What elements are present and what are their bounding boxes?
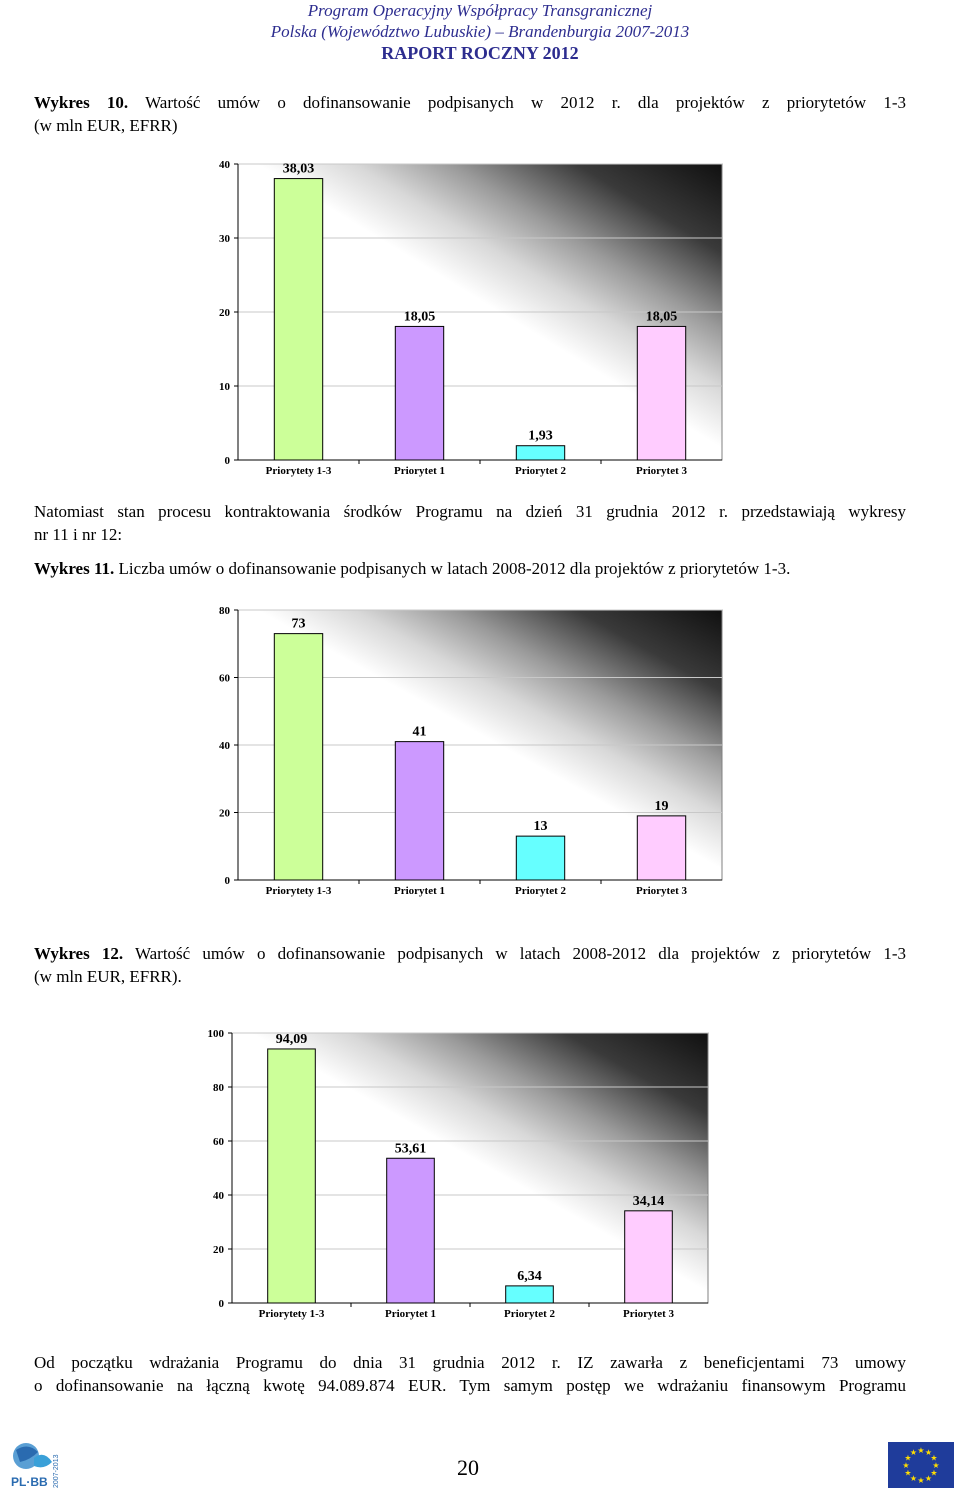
chart10-caption-line1: [34, 91, 906, 114]
chart-contract-value-2012: [206, 158, 736, 483]
bar: [387, 1158, 435, 1303]
x-tick-label: Priorytet 2: [515, 465, 566, 477]
logo-years: 2007-2013: [53, 1454, 60, 1488]
chart10-caption-line2: (w mln EUR, EFRR): [34, 116, 178, 135]
bar: [274, 634, 322, 880]
y-tick-label: 40: [219, 159, 230, 171]
y-tick-label: 40: [219, 740, 230, 752]
bar: [506, 1286, 554, 1303]
x-tick-label: Priorytet 1: [394, 885, 445, 897]
bar: [516, 446, 564, 460]
x-tick-label: Priorytet 1: [394, 465, 445, 477]
y-tick-label: 0: [224, 455, 230, 467]
x-tick-label: Priorytet 3: [636, 885, 687, 897]
x-tick-label: Priorytet 3: [623, 1308, 674, 1320]
chart12-label: Wykres 12.: [34, 944, 124, 963]
intro-line2: nr 11 i nr 12:: [34, 525, 123, 544]
bar: [516, 836, 564, 880]
chart12-caption-line2: (w mln EUR, EFRR).: [34, 967, 182, 986]
x-tick-label: Priorytety 1-3: [258, 1308, 325, 1320]
intro-paragraph: [34, 500, 906, 546]
eu-flag-icon: [888, 1442, 954, 1488]
data-label: 38,03: [282, 161, 315, 177]
chart10-caption-text: Wartość umów o dofinansowanie podpisanych w 2012 r. dla projektów z priorytetów 1-3: [145, 93, 906, 112]
y-tick-label: 40: [213, 1190, 224, 1202]
data-label: 13: [533, 819, 548, 835]
chart11-label: Wykres 11.: [34, 559, 115, 578]
data-label: 34,14: [632, 1193, 665, 1209]
eu-star-icon: ★: [917, 1446, 925, 1455]
program-logo: [8, 1440, 60, 1492]
eu-star-icon: ★: [909, 1473, 918, 1483]
y-tick-label: 0: [224, 875, 230, 887]
intro-line1: Natomiast stan procesu kontraktowania środków Programu na dzień 31 grudnia 2012 r. przedstawiają wykresy: [34, 502, 906, 521]
closing-paragraph: [34, 1351, 906, 1397]
y-tick-label: 30: [219, 233, 230, 245]
y-tick-label: 80: [213, 1082, 224, 1094]
chart11-caption-text: Liczba umów o dofinansowanie podpisanych w latach 2008-2012 dla projektów z priorytetów 1-3.: [118, 559, 791, 578]
data-label: 41: [412, 724, 427, 740]
chart10-label: Wykres 10.: [34, 93, 129, 112]
bar: [395, 326, 443, 460]
data-label: 73: [291, 616, 306, 632]
data-label: 19: [654, 798, 669, 814]
header-program-subtitle: Polska (Województwo Lubuskie) – Brandenburgia 2007-2013: [270, 22, 690, 41]
y-tick-label: 60: [219, 672, 230, 685]
eu-star-icon: ★: [902, 1461, 910, 1470]
x-tick-label: Priorytet 2: [504, 1308, 555, 1320]
header-program-title: Program Operacyjny Współpracy Transgranicznej: [307, 1, 653, 20]
chart10-caption: [34, 91, 906, 137]
eu-star-icon: ★: [909, 1448, 918, 1458]
bar: [268, 1049, 316, 1303]
y-tick-label: 10: [219, 381, 230, 393]
y-tick-label: 0: [218, 1298, 224, 1310]
closing-line1: Od początku wdrażania Programu do dnia 31 grudnia 2012 r. IZ zawarła z beneficjentami 73 umowy: [34, 1353, 906, 1372]
data-label: 1,93: [528, 428, 553, 444]
chart-contract-count: [206, 598, 736, 904]
eu-star-icon: ★: [904, 1468, 912, 1478]
y-tick-label: 20: [213, 1244, 224, 1256]
eu-star-icon: ★: [930, 1453, 938, 1463]
y-tick-label: 80: [219, 605, 230, 617]
x-tick-label: Priorytet 2: [515, 885, 566, 897]
data-label: 18,05: [645, 309, 678, 325]
x-tick-label: Priorytety 1-3: [265, 465, 332, 477]
eu-star-icon: ★: [924, 1473, 933, 1483]
data-label: 53,61: [394, 1141, 427, 1157]
y-tick-label: 20: [219, 807, 230, 820]
eu-star-icon: ★: [924, 1448, 933, 1458]
chart12-caption: [34, 942, 906, 988]
x-tick-label: Priorytety 1-3: [265, 885, 332, 897]
eu-star-icon: ★: [930, 1468, 938, 1478]
eu-star-icon: ★: [932, 1461, 940, 1470]
y-tick-label: 20: [219, 307, 230, 319]
eu-star-icon: ★: [904, 1453, 912, 1463]
chart12-caption-text: Wartość umów o dofinansowanie podpisanych w latach 2008-2012 dla projektów z priorytetów 1-3: [134, 944, 906, 963]
header-report-title: RAPORT ROCZNY 2012: [381, 43, 579, 63]
eu-star-icon: ★: [917, 1476, 925, 1485]
page-number: 20: [457, 1455, 479, 1480]
bar: [274, 179, 322, 460]
data-label: 6,34: [517, 1268, 542, 1284]
data-label: 18,05: [403, 309, 436, 325]
y-tick-label: 100: [207, 1028, 224, 1040]
logo-text: PL·BB: [11, 1475, 48, 1489]
chart-contract-value-total: [196, 1016, 726, 1330]
closing-line2: o dofinansowanie na łączną kwotę 94.089.874 EUR. Tym samym postęp we wdrażaniu finansowym Programu: [34, 1376, 906, 1395]
data-label: 94,09: [275, 1031, 308, 1047]
chart11-caption: [34, 557, 906, 580]
bar: [625, 1211, 673, 1303]
bar: [395, 742, 443, 880]
y-tick-label: 60: [213, 1136, 224, 1148]
x-tick-label: Priorytet 3: [636, 465, 687, 477]
bar: [637, 326, 685, 460]
x-tick-label: Priorytet 1: [385, 1308, 436, 1320]
bar: [637, 816, 685, 880]
